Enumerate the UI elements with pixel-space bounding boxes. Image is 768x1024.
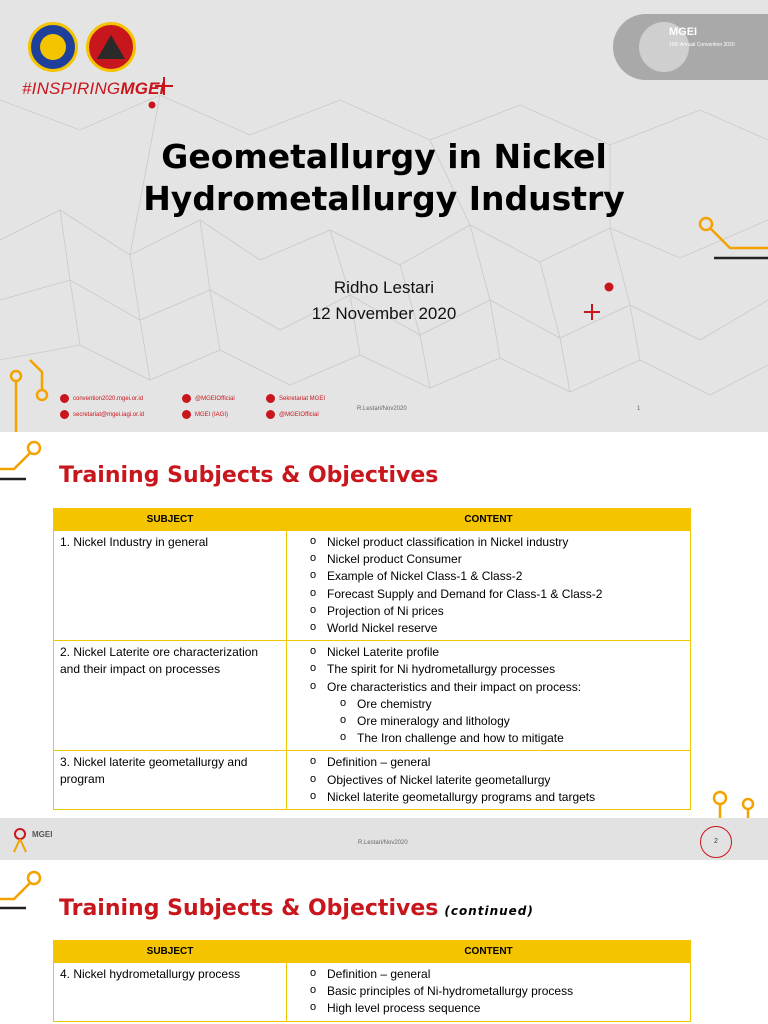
- contact-facebook: MGEI (IAGI): [182, 410, 228, 419]
- column-header-subject: SUBJECT: [54, 941, 287, 963]
- content-cell: [287, 751, 691, 810]
- sub-list-item: o Ore chemistry: [307, 696, 684, 713]
- list-item: o Nickel Laterite profile: [307, 644, 684, 661]
- list-item: o World Nickel reserve: [307, 620, 684, 637]
- table-row: [54, 963, 691, 1022]
- convention-badge: [613, 14, 768, 80]
- mgei-logo: [86, 22, 136, 72]
- column-header-subject: SUBJECT: [54, 509, 287, 531]
- list-item: o Objectives of Nickel laterite geometallurgy: [307, 772, 684, 789]
- contact-twitter: @MGEIOfficial: [266, 410, 319, 419]
- list-item: o Ore characteristics and their impact on process:: [307, 679, 684, 696]
- list-item: o The spirit for Ni hydrometallurgy processes: [307, 661, 684, 678]
- content-cell: [287, 531, 691, 641]
- circuit-ornament: [0, 432, 60, 492]
- list-item: o High level process sequence: [307, 1000, 684, 1017]
- list-item: o Definition – general: [307, 754, 684, 771]
- subject-cell: 3. Nickel laterite geometallurgy and program: [54, 751, 287, 810]
- objectives-table: [53, 940, 691, 1022]
- table-row: [54, 641, 691, 751]
- instagram-icon: [182, 394, 191, 403]
- subject-cell: 4. Nickel hydrometallurgy process: [54, 963, 287, 1022]
- slide-footer-credit: R.Lestari/Nov2020: [357, 406, 407, 412]
- list-item: o Nickel product classification in Nickel industry: [307, 534, 684, 551]
- sub-list-item: o The Iron challenge and how to mitigate: [307, 730, 684, 747]
- iagi-logo: [28, 22, 78, 72]
- convention-logo-icon: [8, 826, 32, 854]
- list-item: o Forecast Supply and Demand for Class-1 & Class-2: [307, 586, 684, 603]
- mail-icon: [60, 410, 69, 419]
- list-item: o Definition – general: [307, 966, 684, 983]
- heading-suffix: (continued): [444, 904, 534, 918]
- column-header-content: CONTENT: [287, 941, 691, 963]
- list-item: o Basic principles of Ni-hydrometallurgy process: [307, 983, 684, 1000]
- column-header-content: CONTENT: [287, 509, 691, 531]
- objectives-slide: [0, 432, 768, 860]
- contact-email: secretariat@mgei.iagi.or.id: [60, 410, 144, 419]
- slide-heading: Training Subjects & Objectives (continued): [59, 896, 534, 921]
- slide-heading: Training Subjects & Objectives: [59, 463, 439, 488]
- content-cell: [287, 641, 691, 751]
- table-row: [54, 531, 691, 641]
- contact-linkedin: Sekretariat MGEI: [266, 394, 325, 403]
- contact-instagram: @MGEIOfficial: [182, 394, 235, 403]
- list-item: o Nickel product Consumer: [307, 551, 684, 568]
- objectives-table: [53, 508, 691, 810]
- badge-title: MGEI: [669, 26, 698, 38]
- slide-page-number: 2: [700, 826, 732, 858]
- hashtag-inspiring-mgei: #INSPIRINGMGEI: [22, 79, 165, 98]
- sub-list-item: o Ore mineralogy and lithology: [307, 713, 684, 730]
- facebook-icon: [182, 410, 191, 419]
- footer-logo-text: MGEI: [32, 830, 53, 839]
- table-row: [54, 751, 691, 810]
- list-item: o Nickel laterite geometallurgy programs and targets: [307, 789, 684, 806]
- slide-footer: [0, 818, 768, 860]
- slide-page-number: 1: [637, 406, 641, 412]
- badge-subtitle: 10th Annual Convention 2020: [669, 42, 735, 48]
- objectives-continued-slide: [0, 862, 768, 1024]
- presentation-date: 12 November 2020: [311, 304, 457, 323]
- list-item: o Projection of Ni prices: [307, 603, 684, 620]
- circuit-ornament: [0, 862, 60, 912]
- subject-cell: 1. Nickel Industry in general: [54, 531, 287, 641]
- list-item: o Example of Nickel Class-1 & Class-2: [307, 568, 684, 585]
- subject-cell: 2. Nickel Laterite ore characterization and their impact on processes: [54, 641, 287, 751]
- author-name: Ridho Lestari: [333, 278, 435, 297]
- title-slide: [0, 0, 768, 432]
- contact-website: convention2020.mgei.or.id: [60, 394, 143, 403]
- content-cell: [287, 963, 691, 1022]
- slide-footer-credit: R.Lestari/Nov2020: [358, 840, 408, 846]
- globe-icon: [60, 394, 69, 403]
- twitter-icon: [266, 410, 275, 419]
- presentation-title: Geometallurgy in Nickel Hydrometallurgy Industry: [143, 137, 625, 218]
- linkedin-icon: [266, 394, 275, 403]
